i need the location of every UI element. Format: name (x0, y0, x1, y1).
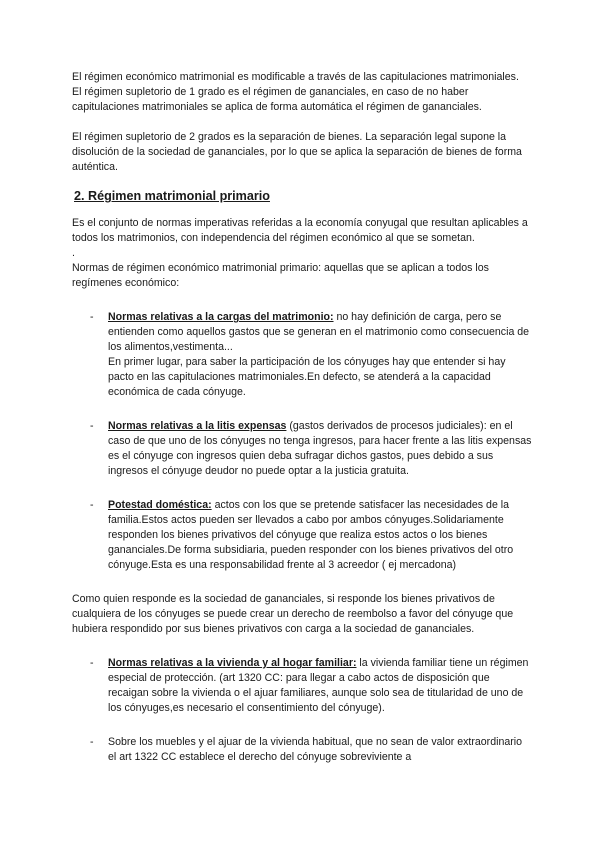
list-item-text (108, 656, 532, 716)
list-item-body: actos con los que se pretende satisfacer las necesidades de la familia.Estos actos pueden ser llevados a cabo por ambos cónyuges.Solidariamente responden los bienes privativos del cónyuge que realiza estos actos o los bienes gananciales.De forma subsidiaria, pueden responder con los bienes privativos del otro cónyuge.Esta es una responsabilidad frente al 3 acreedor ( ej mercadona) (108, 499, 514, 571)
section-paragraph-1: Es el conjunto de normas imperativas referidas a la economía conyugal que resultan aplicables a todos los matrimonios, con independencia del régimen económico al que se sometan. (72, 217, 528, 244)
list-item-litis (72, 419, 532, 479)
intro-paragraph-3: El régimen supletorio de 2 grados es la separación de bienes. La separación legal supone la disolución de la sociedad de gananciales, por lo que se aplica la separación de bienes de forma auténtica. (72, 131, 522, 173)
list-item-text (108, 498, 532, 573)
list-item-potestad (72, 498, 532, 573)
bullet-marker: - (90, 736, 94, 748)
gananciales-paragraph: Como quien responde es la sociedad de gananciales, si responde los bienes privativos de cualquiera de los cónyuges se puede crear un derecho de reembolso a favor del cónyuge que hubiera respondido por sus bienes privativos con carga a la sociedad de gananciales. (72, 593, 514, 635)
list-item-title: Normas relativas a la litis expensas (108, 420, 287, 432)
list-item-body: Sobre los muebles y el ajuar de la vivienda habitual, que no sean de valor extraordinario el art 1322 CC establece el derecho del cónyuge sobreviviente a (108, 736, 522, 763)
list-item-text (108, 310, 532, 355)
list-item-extra: En primer lugar, para saber la participación de los cónyuges hay que entender si hay pacto en las capitulaciones matrimoniales.En defecto, se atenderá a la capacidad económica de cada cónyuge. (108, 356, 506, 398)
list-item-body: la vivienda familiar tiene un régimen especial de protección. (art 1320 CC: para llegar a cabo actos de disposición que recaigan sobre la vivienda o el ajuar familiares, aunque solo sea de titularidad de uno de los cónyuges,es necesario el consentimiento del cónyuge). (108, 657, 529, 714)
list-item-text (108, 419, 532, 479)
list-item-title: Normas relativas a la cargas del matrimonio: (108, 311, 334, 323)
intro-paragraph-1: El régimen económico matrimonial es modificable a través de las capitulaciones matrimoniales. (72, 71, 519, 83)
section-dot: . (72, 247, 75, 259)
bullet-marker: - (90, 657, 94, 669)
list-item-title: Normas relativas a la vivienda y al hogar familiar: (108, 657, 357, 669)
list-item-title: Potestad doméstica: (108, 499, 212, 511)
list-item-muebles (72, 735, 532, 765)
section-heading: 2. Régimen matrimonial primario (74, 189, 270, 203)
list-item-body: (gastos derivados de procesos judiciales): en el caso de que uno de los cónyuges no tenga ingresos, para hacer frente a las litis expensas es el cónyuge con ingresos quien deba sufragar dichos gastos, pues debido a sus ingresos el cónyuge deudor no puede optar a la justicia gratuita. (108, 420, 532, 477)
bullet-marker: - (90, 311, 94, 323)
intro-paragraph-2: El régimen supletorio de 1 grado es el régimen de gananciales, en caso de no haber capitulaciones matrimoniales se aplica de forma automática el régimen de gananciales. (72, 86, 482, 113)
list-item-vivienda (72, 656, 532, 716)
section-paragraph-2: Normas de régimen económico matrimonial primario: aquellas que se aplican a todos los regímenes económico: (72, 262, 489, 289)
bullet-marker: - (90, 420, 94, 432)
list-item-body: no hay definición de carga, pero se entienden como aquellos gastos que se generan en el matrimonio como consecuencia de los alimentos,vestimenta... (108, 311, 530, 353)
bullet-marker: - (90, 499, 94, 511)
list-item-cargas (72, 310, 532, 400)
document-body (72, 70, 532, 765)
